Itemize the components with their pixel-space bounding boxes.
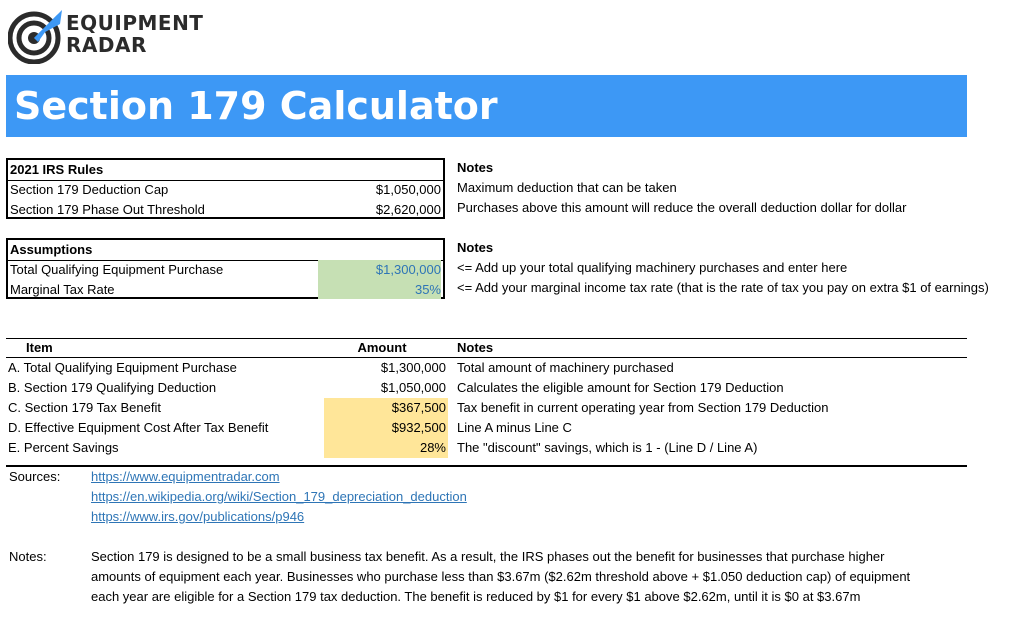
- table-row[interactable]: [8, 180, 443, 200]
- brand-line1: EQUIPMENT: [66, 11, 204, 35]
- item-e-note: The "discount" savings, which is 1 - (Line D / Line A): [457, 440, 758, 455]
- equipment-purchase-input[interactable]: $1,300,000: [318, 260, 441, 280]
- item-c-label: C. Section 179 Tax Benefit: [8, 400, 161, 415]
- assumptions-table: [6, 238, 445, 299]
- tax-rate-input[interactable]: 35%: [318, 280, 441, 299]
- item-a-amount[interactable]: $1,300,000: [380, 360, 446, 375]
- source-link-irs[interactable]: https://www.irs.gov/publications/p946: [91, 509, 305, 524]
- sources-label: Sources:: [9, 469, 61, 484]
- notes-line: each year are eligible for a Section 179 tax deduction. The benefit is reduced by $1 for every $1 above $2.62m, until it is $0 at $3.67m: [91, 589, 861, 604]
- item-d-label: D. Effective Equipment Cost After Tax Benefit: [8, 420, 269, 435]
- irs-rules-table: [6, 158, 445, 219]
- table-row[interactable]: [8, 280, 443, 300]
- item-b-amount[interactable]: $1,050,000: [380, 380, 446, 395]
- table-row[interactable]: [6, 438, 967, 458]
- item-e-amount[interactable]: 28%: [324, 438, 448, 458]
- deduction-cap-label: Section 179 Deduction Cap: [10, 182, 169, 197]
- phase-out-note: Purchases above this amount will reduce the overall deduction dollar for dollar: [457, 200, 907, 215]
- phase-out-label: Section 179 Phase Out Threshold: [10, 202, 205, 217]
- tax-rate-label: Marginal Tax Rate: [10, 282, 115, 297]
- brand-name: [66, 12, 203, 56]
- item-a-label: A. Total Qualifying Equipment Purchase: [8, 360, 237, 375]
- source-link-equipmentradar-wrap: [91, 467, 280, 487]
- table-row[interactable]: [6, 418, 967, 438]
- table-row[interactable]: [6, 378, 967, 398]
- assumptions-notes-header: Notes: [457, 240, 494, 255]
- brand-line2: RADAR: [66, 33, 147, 57]
- irs-rules-header-row: [8, 160, 443, 181]
- amount-column-header: Amount: [357, 340, 407, 355]
- notes-label: Notes:: [9, 549, 47, 564]
- notes-line: Section 179 is designed to be a small business tax benefit. As a result, the IRS phases out the benefit for businesses that purchase higher: [91, 549, 885, 564]
- phase-out-value[interactable]: $2,620,000: [375, 202, 441, 217]
- notes-body: [91, 547, 951, 607]
- item-b-label: B. Section 179 Qualifying Deduction: [8, 380, 217, 395]
- tax-rate-note: <= Add your marginal income tax rate (that is the rate of tax you pay on extra $1 of earnings): [457, 280, 989, 295]
- notes-line: amounts of equipment each year. Businesses who purchase less than $3.67m ($2.62m threshold above + $1.050 deduction cap) of equipment: [91, 569, 911, 584]
- item-d-note: Line A minus Line C: [457, 420, 572, 435]
- source-link-wikipedia-wrap: [91, 487, 467, 507]
- page-title: Section 179 Calculator: [14, 84, 498, 128]
- irs-notes-header: Notes: [457, 160, 494, 175]
- deduction-cap-note: Maximum deduction that can be taken: [457, 180, 677, 195]
- table-row[interactable]: [8, 200, 443, 220]
- item-column-header: Item: [26, 340, 53, 355]
- source-link-equipmentradar[interactable]: https://www.equipmentradar.com: [91, 469, 280, 484]
- item-a-note: Total amount of machinery purchased: [457, 360, 674, 375]
- item-c-note: Tax benefit in current operating year from Section 179 Deduction: [457, 400, 829, 415]
- assumptions-header: Assumptions: [10, 242, 93, 257]
- table-row[interactable]: [6, 358, 967, 378]
- item-b-note: Calculates the eligible amount for Section 179 Deduction: [457, 380, 784, 395]
- items-header-row: [6, 338, 967, 358]
- source-link-wikipedia[interactable]: https://en.wikipedia.org/wiki/Section_179_depreciation_deduction: [91, 489, 467, 504]
- radar-logo-icon: [8, 8, 64, 64]
- table-row[interactable]: [6, 398, 967, 418]
- item-d-amount[interactable]: $932,500: [324, 418, 448, 438]
- table-row[interactable]: [8, 260, 443, 280]
- equipment-purchase-label: Total Qualifying Equipment Purchase: [10, 262, 224, 277]
- notes-column-header: Notes: [457, 340, 494, 355]
- assumptions-header-row: [8, 240, 443, 261]
- source-link-irs-wrap: [91, 507, 304, 527]
- irs-rules-header: 2021 IRS Rules: [10, 162, 104, 177]
- deduction-cap-value[interactable]: $1,050,000: [375, 182, 441, 197]
- equipment-purchase-note: <= Add up your total qualifying machinery purchases and enter here: [457, 260, 848, 275]
- item-e-label: E. Percent Savings: [8, 440, 119, 455]
- item-c-amount[interactable]: $367,500: [324, 398, 448, 418]
